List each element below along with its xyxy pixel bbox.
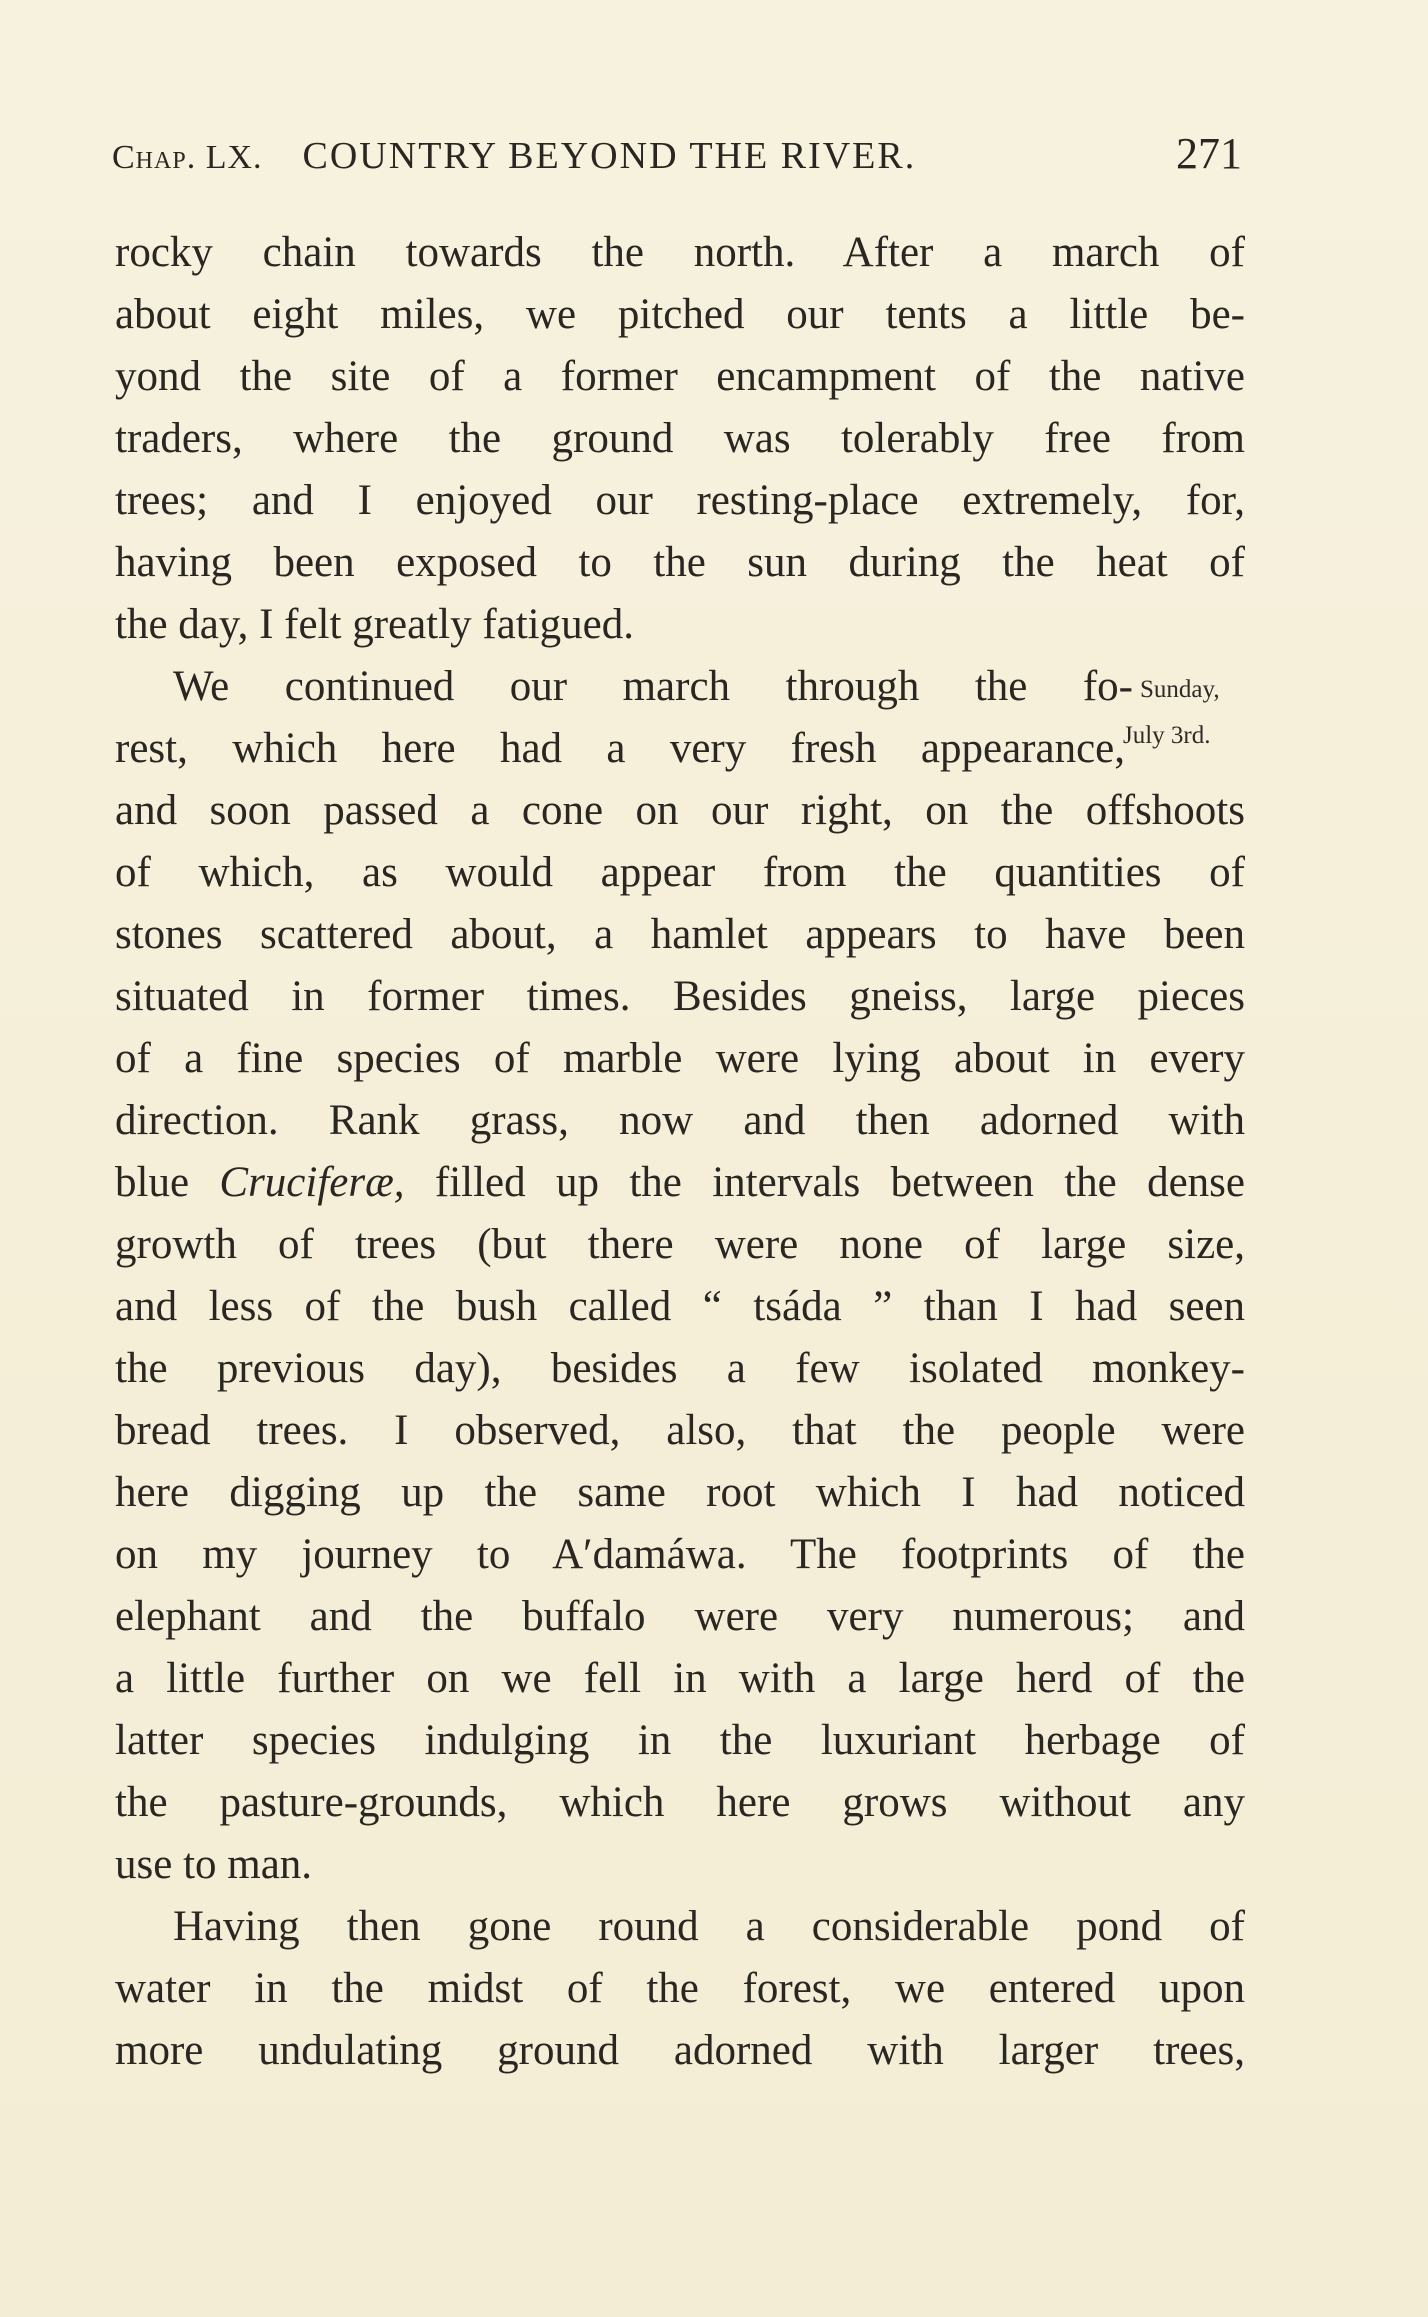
margin-note-date: July 3rd. [1123,722,1211,749]
text-line: of a fine species of marble were lying about in every [115,1035,1245,1082]
text-line: bread trees. I observed, also, that the people were [115,1407,1245,1454]
text-line: rocky chain towards the north. After a march of [115,229,1245,276]
text-line: elephant and the buffalo were very numerous; and [115,1593,1245,1640]
text-line: Having then gone round a considerable pond of [173,1903,1245,1950]
text-line: latter species indulging in the luxuriant herbage of [115,1717,1245,1764]
text-line: having been exposed to the sun during the heat of [115,539,1245,586]
text-line: on my journey to A′damáwa. The footprints of the [115,1531,1245,1578]
text-line: here digging up the same root which I had noticed [115,1469,1245,1516]
running-title: COUNTRY BEYOND THE RIVER. [302,135,917,177]
text-line: and soon passed a cone on our right, on the offshoots [115,787,1245,834]
text-line: rest, which here had a very fresh appearance, [115,725,1125,772]
text-segment: blue [115,1159,190,1206]
text-line: situated in former times. Besides gneiss, large pieces [115,973,1245,1020]
margin-note-day: Sunday, [1140,676,1220,703]
text-line: stones scattered about, a hamlet appears to have been [115,911,1245,958]
text-line-with-italic [115,1152,1245,1214]
text-line: a little further on we fell in with a large herd of the [115,1655,1245,1702]
chapter-label: Chap. LX. [112,139,263,176]
text-line: traders, where the ground was tolerably free from [115,415,1245,462]
text-segment: filled up the intervals between the dense [434,1159,1245,1206]
text-line: water in the midst of the forest, we entered upon [115,1965,1245,2012]
text-line: the day, I felt greatly fatigued. [115,601,634,648]
text-line: about eight miles, we pitched our tents a little be- [115,291,1245,338]
text-line: more undulating ground adorned with larger trees, [115,2027,1245,2074]
text-line: of which, as would appear from the quantities of [115,849,1245,896]
italic-term: Cruciferæ, [219,1159,405,1206]
text-line: use to man. [115,1841,313,1888]
text-line: the previous day), besides a few isolated monkey- [115,1345,1245,1392]
text-line: trees; and I enjoyed our resting-place extremely, for, [115,477,1245,524]
running-head [112,128,1242,188]
page-number: 271 [1176,129,1242,178]
text-line: growth of trees (but there were none of large size, [115,1221,1245,1268]
text-line: We continued our march through the fo- [173,663,1133,710]
text-line: and less of the bush called “ tsáda ” than I had seen [115,1283,1245,1330]
text-line: the pasture-grounds, which here grows without any [115,1779,1245,1826]
body-text [115,222,1245,2082]
text-line: yond the site of a former encampment of the native [115,353,1245,400]
text-line: direction. Rank grass, now and then adorned with [115,1097,1245,1144]
